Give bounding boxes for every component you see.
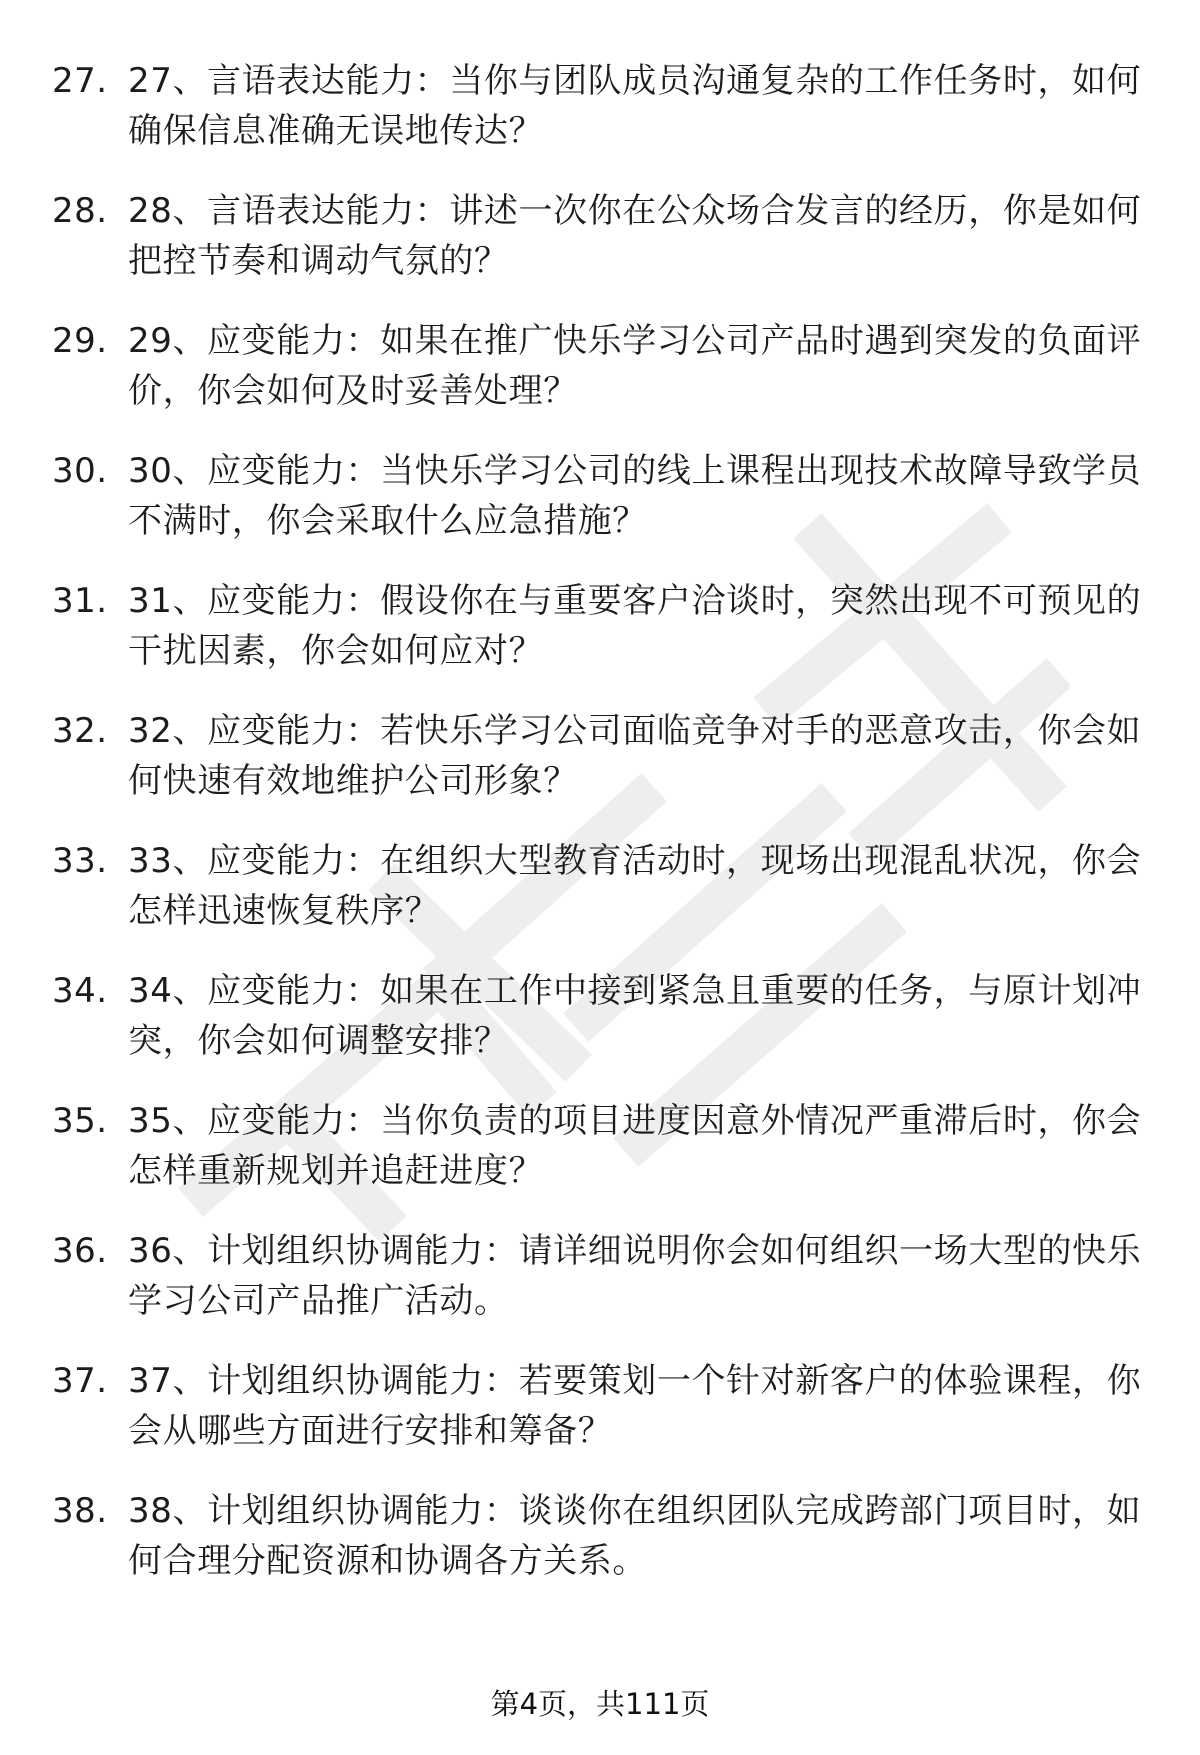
question-number: 30. (52, 451, 108, 491)
question-text: 32、应变能力：若快乐学习公司面临竞争对手的恶意攻击，你会如何快速有效地维护公司形象？ (128, 711, 1142, 801)
question-text: 37、计划组织协调能力：若要策划一个针对新客户的体验课程，你会从哪些方面进行安排和筹备？ (128, 1361, 1142, 1451)
question-number: 29. (52, 321, 108, 361)
question-item-28 (52, 186, 1152, 316)
question-number: 27. (52, 61, 108, 101)
question-text: 36、计划组织协调能力：请详细说明你会如何组织一场大型的快乐学习公司产品推广活动。 (128, 1231, 1142, 1321)
question-number: 33. (52, 841, 108, 881)
question-item-34 (52, 966, 1152, 1096)
question-number: 31. (52, 581, 108, 621)
question-number: 32. (52, 711, 108, 751)
question-text: 29、应变能力：如果在推广快乐学习公司产品时遇到突发的负面评价，你会如何及时妥善处理？ (128, 321, 1142, 411)
question-text: 28、言语表达能力：讲述一次你在公众场合发言的经历，你是如何把控节奏和调动气氛的？ (128, 191, 1142, 281)
question-number: 38. (52, 1491, 108, 1531)
page-footer (0, 1684, 1200, 1724)
question-number: 35. (52, 1101, 108, 1141)
question-number: 34. (52, 971, 108, 1011)
question-item-36 (52, 1226, 1152, 1356)
question-item-30 (52, 446, 1152, 576)
question-item-31 (52, 576, 1152, 706)
page-number-label: 第4页，共111页 (490, 1687, 710, 1721)
question-item-33 (52, 836, 1152, 966)
question-text: 34、应变能力：如果在工作中接到紧急且重要的任务，与原计划冲突，你会如何调整安排？ (128, 971, 1142, 1061)
question-text: 33、应变能力：在组织大型教育活动时，现场出现混乱状况，你会怎样迅速恢复秩序？ (128, 841, 1142, 931)
question-item-29 (52, 316, 1152, 446)
question-item-27 (52, 56, 1152, 186)
question-text: 30、应变能力：当快乐学习公司的线上课程出现技术故障导致学员不满时，你会采取什么应急措施？ (128, 451, 1142, 541)
question-number: 28. (52, 191, 108, 231)
question-list (52, 56, 1152, 1616)
question-text: 38、计划组织协调能力：谈谈你在组织团队完成跨部门项目时，如何合理分配资源和协调各方关系。 (128, 1491, 1142, 1581)
question-item-32 (52, 706, 1152, 836)
question-text: 35、应变能力：当你负责的项目进度因意外情况严重滞后时，你会怎样重新规划并追赶进度？ (128, 1101, 1142, 1191)
question-item-37 (52, 1356, 1152, 1486)
question-item-35 (52, 1096, 1152, 1226)
question-text: 27、言语表达能力：当你与团队成员沟通复杂的工作任务时，如何确保信息准确无误地传达？ (128, 61, 1142, 151)
question-number: 37. (52, 1361, 108, 1401)
question-number: 36. (52, 1231, 108, 1271)
question-text: 31、应变能力：假设你在与重要客户洽谈时，突然出现不可预见的干扰因素，你会如何应对？ (128, 581, 1142, 671)
question-item-38 (52, 1486, 1152, 1616)
